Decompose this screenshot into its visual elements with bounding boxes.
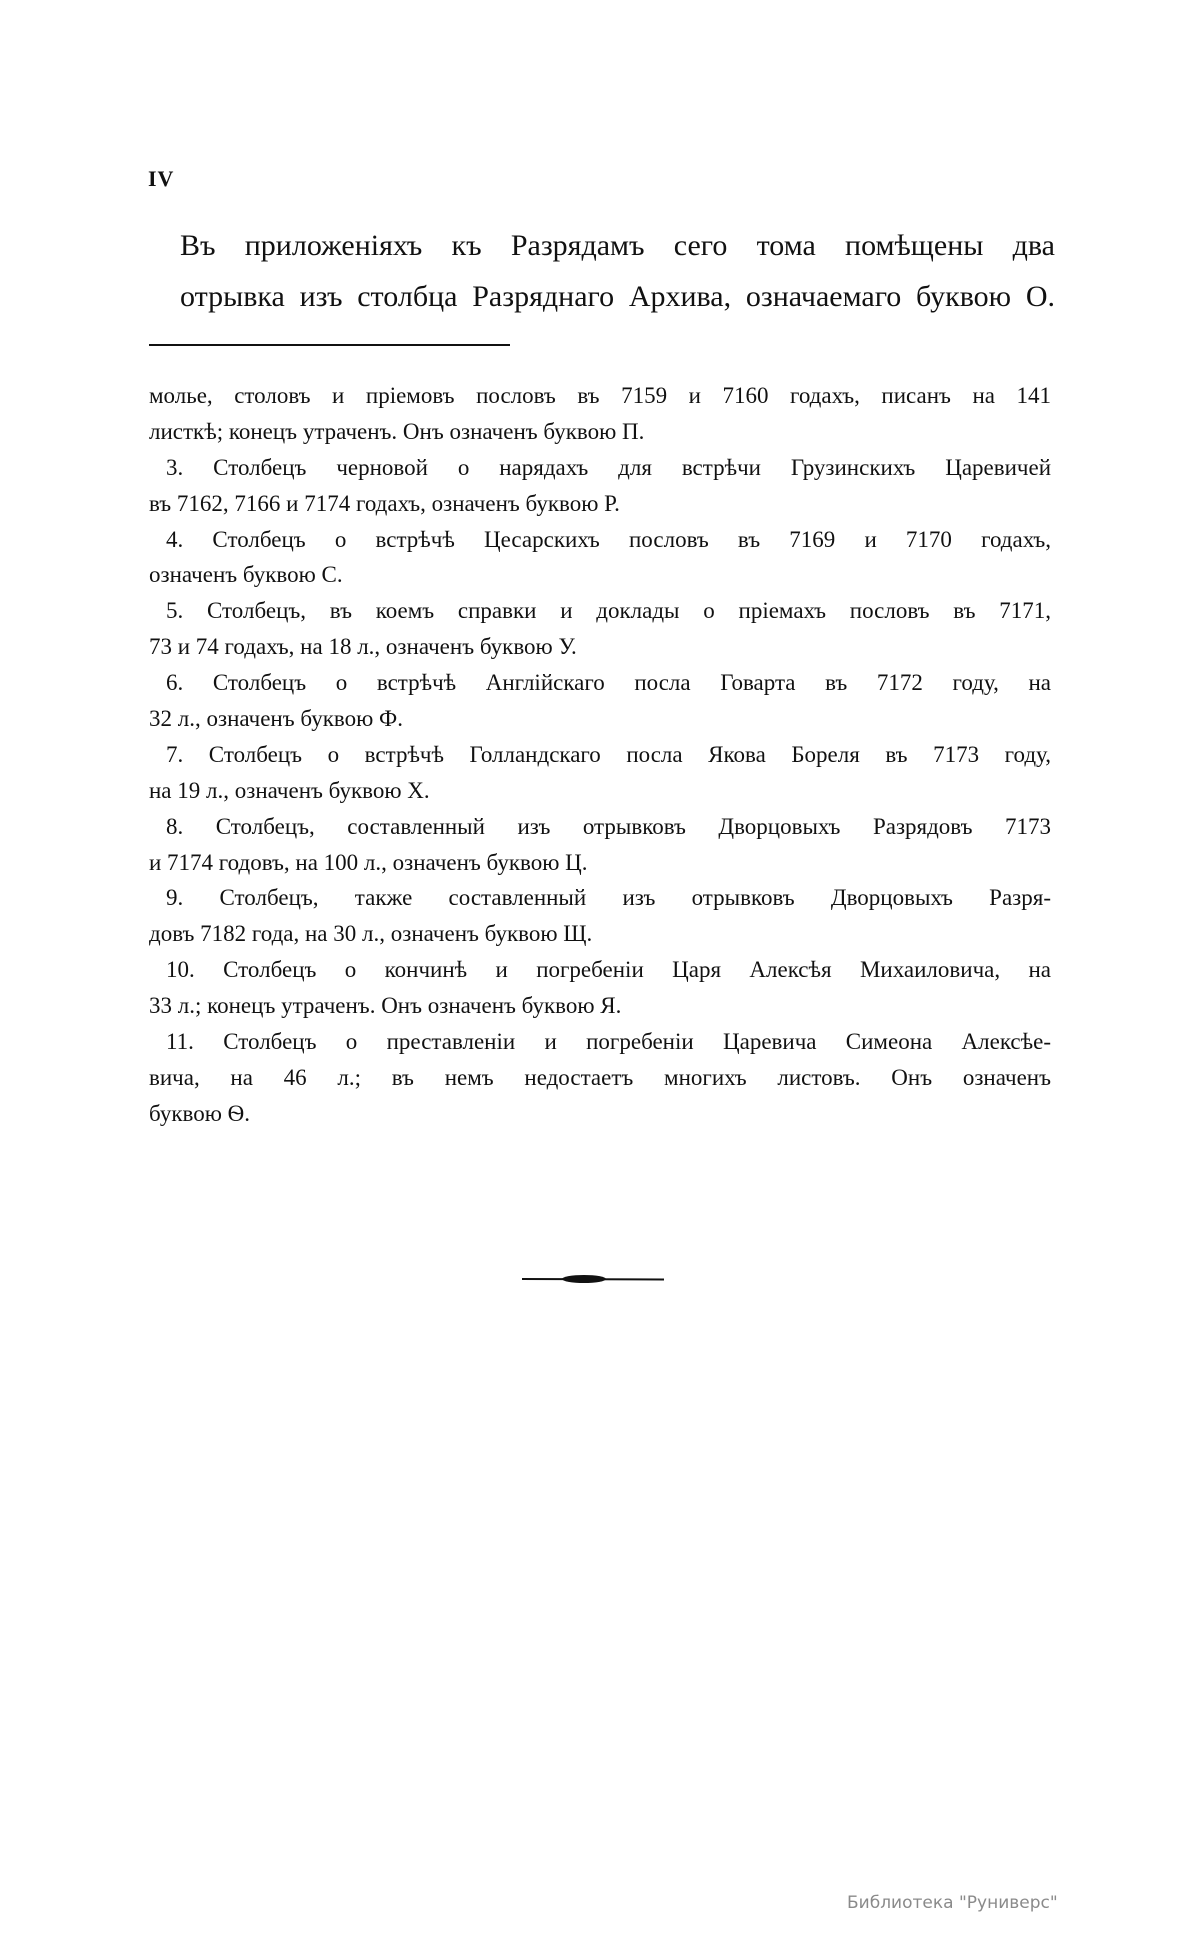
paragraph-line: 5. Столбецъ, въ коемъ справки и доклады о пріемахъ пословъ въ 7171, [166,598,1051,624]
paragraph-line: 11. Столбецъ о преставленіи и погребеніи Царевича Симеона Алексѣе- [166,1029,1051,1055]
paragraph-line: 6. Столбецъ о встрѣчѣ Англійскаго посла Говарта въ 7172 году, на [166,670,1051,696]
paragraph-line: 9. Столбецъ, также составленный изъ отрывковъ Дворцовыхъ Разря- [166,885,1051,911]
paragraph-line: 7. Столбецъ о встрѣчѣ Голландскаго посла Якова Бореля въ 7173 году, [166,741,1051,767]
paragraph-line: означенъ буквою С. [149,562,343,588]
paragraph-line: вича, на 46 л.; въ немъ недостаетъ многихъ листовъ. Онъ означенъ [149,1064,1051,1090]
paragraph-line: 73 и 74 годахъ, на 18 л., означенъ буквою У. [149,634,577,660]
paragraph-line: 33 л.; конецъ утраченъ. Онъ означенъ буквою Я. [149,993,622,1019]
intro-line: Въ приложеніяхъ къ Разрядамъ сего тома помѣщены два [180,229,1055,262]
paragraph-line: молье, столовъ и пріемовъ пословъ въ 7159 и 7160 годахъ, писанъ на 141 [149,383,1051,408]
end-ornament [522,1272,664,1286]
paragraph-line: 3. Столбецъ черновой о нарядахъ для встрѣчи Грузинскихъ Царевичей [166,454,1051,480]
paragraph-line: буквою Ѳ. [149,1100,250,1126]
paragraph-line: довъ 7182 года, на 30 л., означенъ буквою Щ. [149,921,593,947]
intro-note [180,220,1055,322]
paragraph-line: въ 7162, 7166 и 7174 годахъ, означенъ буквою Р. [149,490,620,516]
paragraph-line: 4. Столбецъ о встрѣчѣ Цесарскихъ пословъ въ 7169 и 7170 годахъ, [166,526,1051,552]
paragraph-line: 32 л., означенъ буквою Ф. [149,706,403,732]
intro-line: отрывка изъ столбца Разряднаго Архива, означаемаго буквою О. [180,280,1055,313]
library-watermark: Библиотека "Руниверс" [847,1893,1058,1913]
paragraph-line: на 19 л., означенъ буквою Х. [149,777,430,803]
page-number: IV [148,166,175,191]
paragraph-line: 8. Столбецъ, составленный изъ отрывковъ Дворцовыхъ Разрядовъ 7173 [166,813,1051,839]
paragraph-line: 10. Столбецъ о кончинѣ и погребеніи Царя Алексѣя Михаиловича, на [166,957,1051,983]
column-list [149,378,1051,1132]
paragraph-line: и 7174 годовъ, на 100 л., означенъ буквою Ц. [149,849,588,875]
paragraph-line: листкѣ; конецъ утраченъ. Онъ означенъ буквою П. [149,418,645,444]
separator-rule [149,344,510,346]
